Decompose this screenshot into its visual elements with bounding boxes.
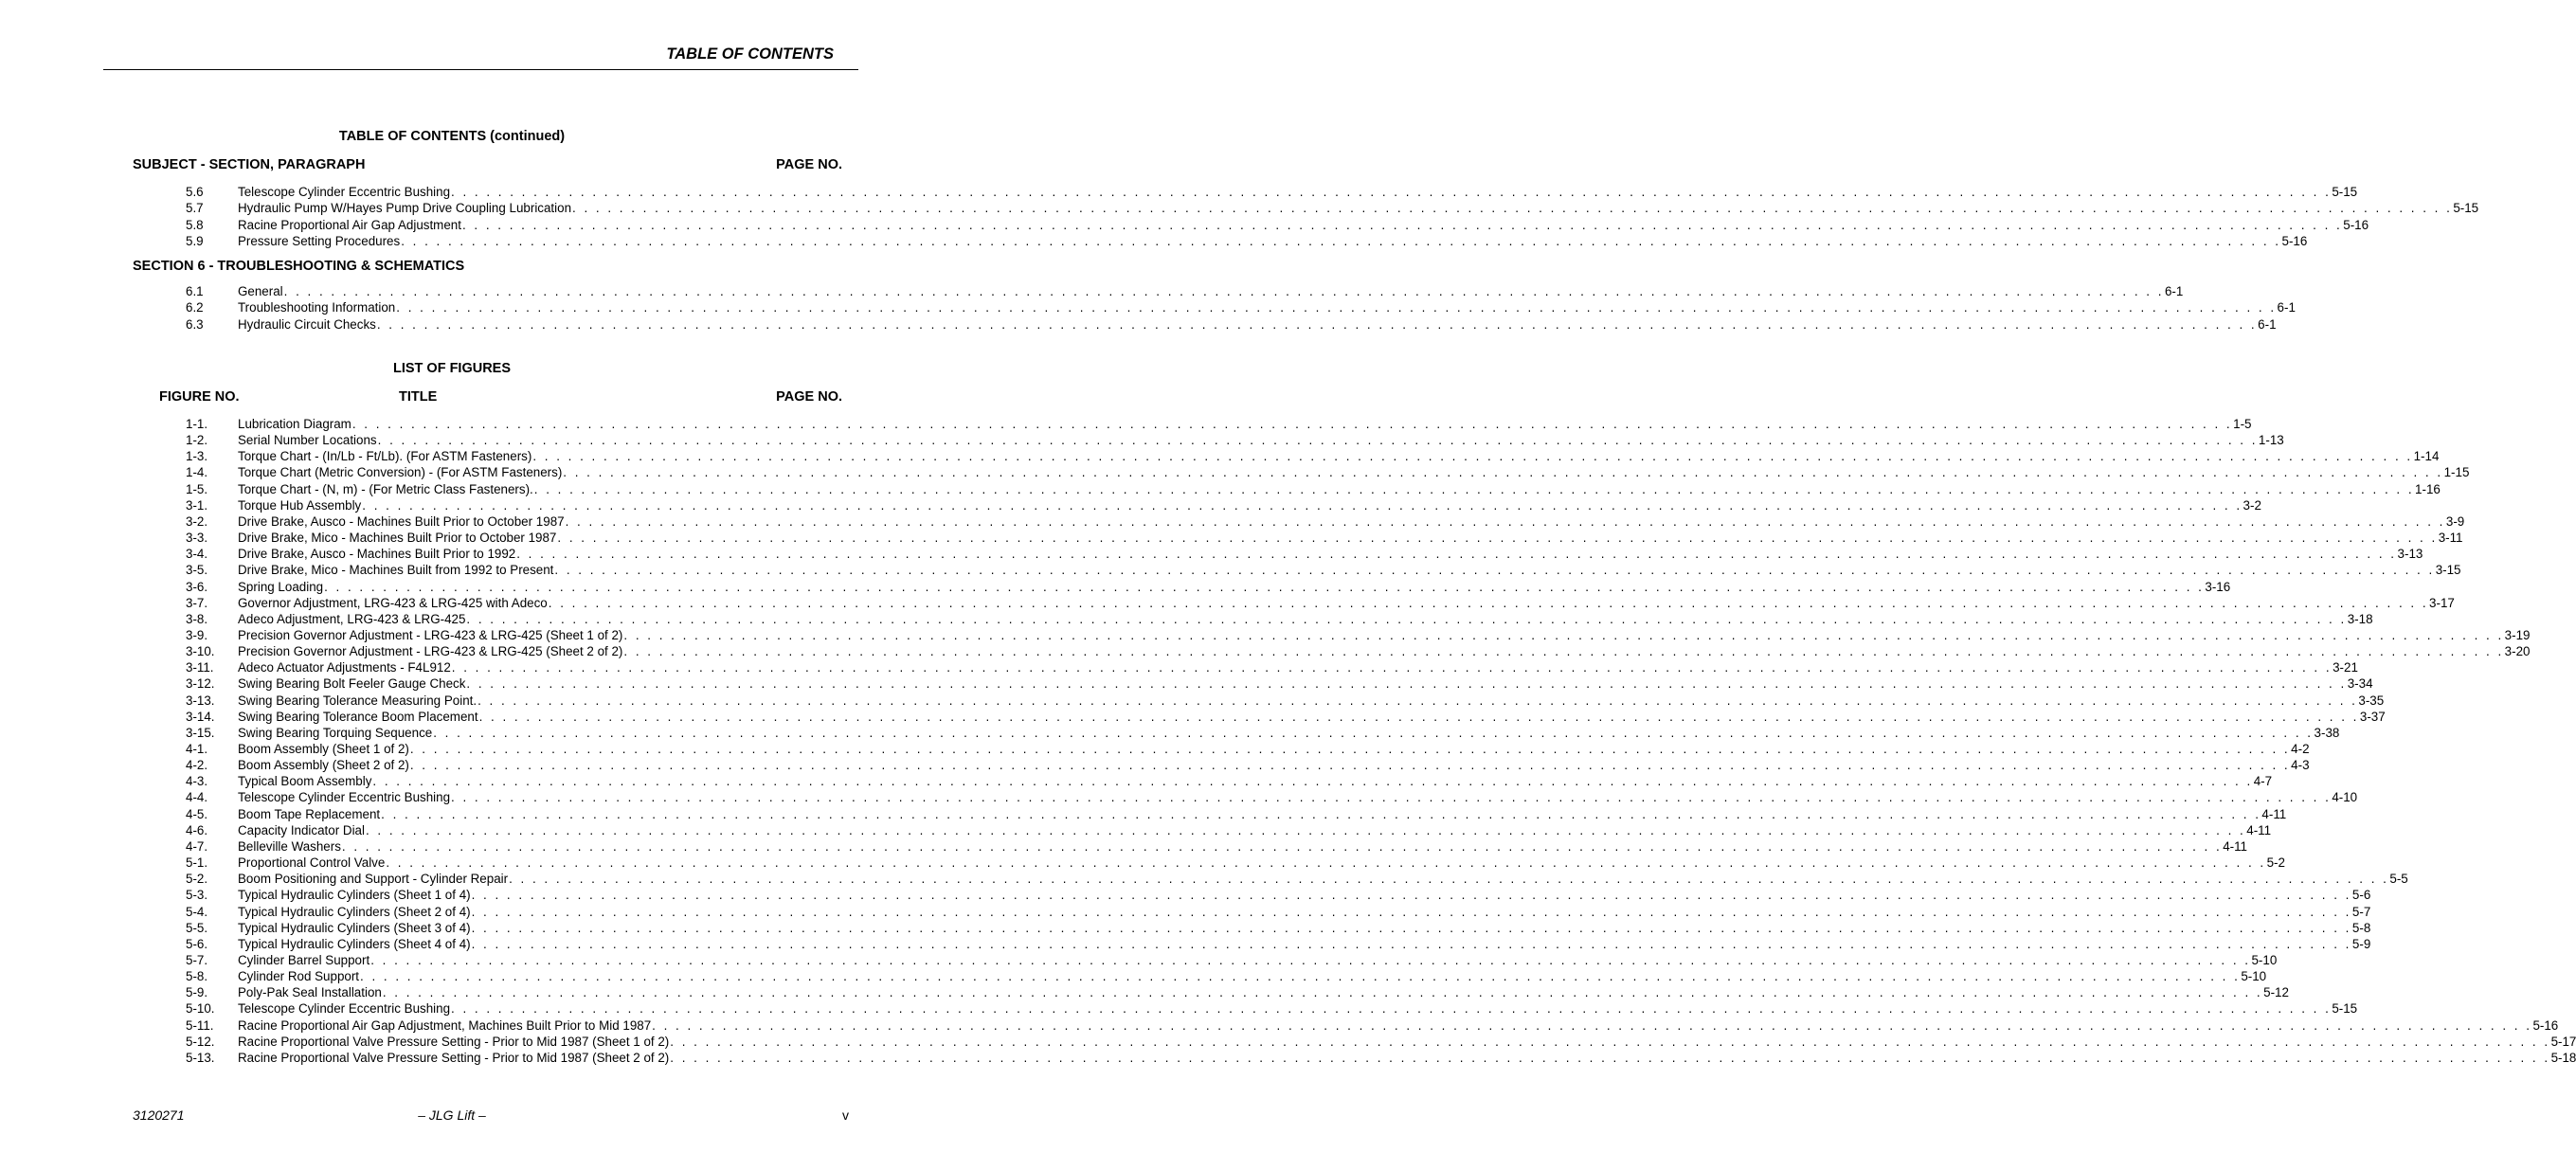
entry-line (238, 1000, 2358, 1017)
entry-page-number: 3-35 (2358, 693, 2385, 708)
entry-line (238, 200, 2479, 216)
dot-leader: . . . . . . . . . . . . . . . . . . . . . . . . . . . . . . . . . . . . . . . . . . . . . . . . . . . . . . . . . . . . . . . . . . . . . . . . . . . . . . . . . . . . . . . . . . . . . . . . . . . . . . . . . . . . . . . . . . . . . . . . . . . . . . . . . . . . . . . . . . . . . . . . . . . . . . . . . . . . . . . . (572, 201, 2453, 216)
entry-page-number: 3-20 (2504, 644, 2531, 659)
entry-number: 5-6. (186, 936, 208, 951)
entry-line (238, 904, 2371, 920)
entry-line (238, 448, 2440, 464)
entry-line (238, 643, 2531, 659)
entry-page-number: 5-8 (2351, 920, 2371, 935)
dot-leader: . . . . . . . . . . . . . . . . . . . . . . . . . . . . . . . . . . . . . . . . . . . . . . . . . . . . . . . . . . . . . . . . . . . . . . . . . . . . . . . . . . . . . . . . . . . . . . . . . . . . . . . . . . . . . . . . . . . . . . . . . . . . . . . . . . . . . . . . . . . . . . . . . . . . . . . . . . . . . . . . (381, 806, 2261, 821)
entry-line (238, 579, 2231, 595)
dot-leader: . . . . . . . . . . . . . . . . . . . . . . . . . . . . . . . . . . . . . . . . . . . . . . . . . . . . . . . . . . . . . . . . . . . . . . . . . . . . . . . . . . . . . . . . . . . . . . . . . . . . . . . . . . . . . . . . . . . . . . . . . . . . . . . . . . . . . . . . . . . . . . . . . . . . . . . . . . . . . . . . (557, 531, 2438, 546)
entry-number: 5-12. (186, 1034, 215, 1049)
entry-title: Cylinder Barrel Support (238, 952, 370, 967)
entry-number: 3-8. (186, 611, 208, 626)
entry-line (238, 530, 2463, 546)
dot-leader: . . . . . . . . . . . . . . . . . . . . . . . . . . . . . . . . . . . . . . . . . . . . . . . . . . . . . . . . . . . . . . . . . . . . . . . . . . . . . . . . . . . . . . . . . . . . . . . . . . . . . . . . . . . . . . . . . . . . . . . . . . . . . . . . . . . . . . . . . . . . . . . . . . . . . . . . . . . . . . . . (471, 904, 2351, 919)
entry-number: 6.1 (186, 284, 204, 298)
dot-leader: . . . . . . . . . . . . . . . . . . . . . . . . . . . . . . . . . . . . . . . . . . . . . . . . . . . . . . . . . . . . . . . . . . . . . . . . . . . . . . . . . . . . . . . . . . . . . . . . . . . . . . . . . . . . . . . . . . . . . . . . . . . . . . . . . . . . . . . . . . . . . . . . . . . . . . . . . . . . . . . . (623, 644, 2504, 659)
entry-row (186, 968, 2267, 984)
entry-number: 3-12. (186, 676, 215, 692)
dot-leader: . . . . . . . . . . . . . . . . . . . . . . . . . . . . . . . . . . . . . . . . . . . . . . . . . . . . . . . . . . . . . . . . . . . . . . . . . . . . . . . . . . . . . . . . . . . . . . . . . . . . . . . . . . . . . . . . . . . . . . . . . . . . . . . . . . . . . . . . . . . . . . . . . . . . . . . . . . . . . . . . (516, 547, 2397, 562)
dot-leader: . . . . . . . . . . . . . . . . . . . . . . . . . . . . . . . . . . . . . . . . . . . . . . . . . . . . . . . . . . . . . . . . . . . . . . . . . . . . . . . . . . . . . . . . . . . . . . . . . . . . . . . . . . . . . . . . . . . . . . . . . . . . . . . . . . . . . . . . . . . . . . . . . . . . . . . . . . . . . . . . (370, 952, 2251, 967)
entry-page-number: 3-38 (2314, 725, 2340, 740)
dot-leader: . . . . . . . . . . . . . . . . . . . . . . . . . . . . . . . . . . . . . . . . . . . . . . . . . . . . . . . . . . . . . . . . . . . . . . . . . . . . . . . . . . . . . . . . . . . . . . . . . . . . . . . . . . . . . . . . . . . . . . . . . . . . . . . . . . . . . . . . . . . . . . . . . . . . . . . . . . . . . . . . (548, 595, 2429, 610)
entry-page-number: 4-2 (2291, 742, 2310, 756)
entry-number: 4-6. (186, 822, 208, 837)
dot-leader: . . . . . . . . . . . . . . . . . . . . . . . . . . . . . . . . . . . . . . . . . . . . . . . . . . . . . . . . . . . . . . . . . . . . . . . . . . . . . . . . . . . . . . . . . . . . . . . . . . . . . . . . . . . . . . . . . . . . . . . . . . . . . . . . . . . . . . . . . . . . . . . . . . . . . . . . . . . . . . . . (623, 627, 2504, 642)
entry-page-number: 5-2 (2266, 855, 2285, 871)
entry-title: Torque Chart - (In/Lb - Ft/Lb). (For ASTM Fasteners) (238, 449, 532, 464)
entry-title: Swing Bearing Tolerance Measuring Point. (238, 693, 477, 708)
entry-row (186, 283, 2184, 299)
entry-title: Hydraulic Circuit Checks (238, 316, 376, 332)
entry-number: 1-2. (186, 433, 208, 448)
list-of-figures-heading: LIST OF FIGURES (392, 361, 512, 376)
entry-number: 3-11. (186, 660, 214, 675)
entry-row (186, 595, 2455, 611)
entry-title: Telescope Cylinder Eccentric Bushing (238, 185, 451, 199)
entry-number: 6.2 (186, 300, 204, 315)
entry-row (186, 741, 2310, 757)
entry-title: Precision Governor Adjustment - LRG-423 & LRG-425 (Sheet 2 of 2) (238, 644, 623, 659)
entry-title: Racine Proportional Valve Pressure Setting - Prior to Mid 1987 (Sheet 1 of 2) (238, 1034, 670, 1049)
dot-leader: . . . . . . . . . . . . . . . . . . . . . . . . . . . . . . . . . . . . . . . . . . . . . . . . . . . . . . . . . . . . . . . . . . . . . . . . . . . . . . . . . . . . . . . . . . . . . . . . . . . . . . . . . . . . . . . . . . . . . . . . . . . . . . . . . . . . . . . . . . . . . . . . . . . . . . . . . . . . . . . . (377, 433, 2258, 448)
dot-leader: . . . . . . . . . . . . . . . . . . . . . . . . . . . . . . . . . . . . . . . . . . . . . . . . . . . . . . . . . . . . . . . . . . . . . . . . . . . . . . . . . . . . . . . . . . . . . . . . . . . . . . . . . . . . . . . . . . . . . . . . . . . . . . . . . . . . . . . . . . . . . . . . . . . . . . . . . . . . . . . . (324, 579, 2205, 594)
entry-page-number: 1-16 (2415, 481, 2441, 496)
entry-number: 4-5. (186, 806, 208, 821)
entry-title: Racine Proportional Valve Pressure Setting - Prior to Mid 1987 (Sheet 2 of 2) (238, 1050, 670, 1065)
entry-title: Typical Hydraulic Cylinders (Sheet 2 of 4) (238, 904, 471, 919)
dot-leader: . . . . . . . . . . . . . . . . . . . . . . . . . . . . . . . . . . . . . . . . . . . . . . . . . . . . . . . . . . . . . . . . . . . . . . . . . . . . . . . . . . . . . . . . . . . . . . . . . . . . . . . . . . . . . . . . . . . . . . . . . . . . . . . . . . . . . . . . . . . . . . . . . . . . . . . . . . . . . . . . (451, 790, 2332, 805)
entry-row (186, 1000, 2358, 1017)
entry-line (238, 299, 2296, 315)
entry-row (186, 871, 2408, 887)
entry-title: Torque Hub Assembly (238, 497, 362, 513)
entry-number: 3-9. (186, 627, 208, 642)
dot-leader: . . . . . . . . . . . . . . . . . . . . . . . . . . . . . . . . . . . . . . . . . . . . . . . . . . . . . . . . . . . . . . . . . . . . . . . . . . . . . . . . . . . . . . . . . . . . . . . . . . . . . . . . . . . . . . . . . . . . . . . . . . . . . . . . . . . . . . . . . . . . . . . . . . . . . . . . . . . . . . . . (401, 233, 2281, 248)
dot-leader: . . . . . . . . . . . . . . . . . . . . . . . . . . . . . . . . . . . . . . . . . . . . . . . . . . . . . . . . . . . . . . . . . . . . . . . . . . . . . . . . . . . . . . . . . . . . . . . . . . . . . . . . . . . . . . . . . . . . . . . . . . . . . . . . . . . . . . . . . . . . . . . . . . . . . . . . . . . . . . . . (365, 822, 2246, 837)
entry-number: 4-4. (186, 790, 208, 805)
dot-leader: . . . . . . . . . . . . . . . . . . . . . . . . . . . . . . . . . . . . . . . . . . . . . . . . . . . . . . . . . . . . . . . . . . . . . . . . . . . . . . . . . . . . . . . . . . . . . . . . . . . . . . . . . . . . . . . . . . . . . . . . . . . . . . . . . . . . . . . . . . . . . . . . . . . . . . . . . . . . . . . . (509, 872, 2389, 887)
entry-row (186, 693, 2385, 709)
entry-title: Governor Adjustment, LRG-423 & LRG-425 with Adeco (238, 595, 548, 610)
dot-leader: . . . . . . . . . . . . . . . . . . . . . . . . . . . . . . . . . . . . . . . . . . . . . . . . . . . . . . . . . . . . . . . . . . . . . . . . . . . . . . . . . . . . . . . . . . . . . . . . . . . . . . . . . . . . . . . . . . . . . . . . . . . . . . . . . . . . . . . . . . . . . . . . . . . . . . . . . . . . . . . . (554, 563, 2435, 578)
entry-title: Boom Positioning and Support - Cylinder Repair (238, 872, 509, 887)
dot-leader: . . . . . . . . . . . . . . . . . . . . . . . . . . . . . . . . . . . . . . . . . . . . . . . . . . . . . . . . . . . . . . . . . . . . . . . . . . . . . . . . . . . . . . . . . . . . . . . . . . . . . . . . . . . . . . . . . . . . . . . . . . . . . . . . . . . . . . . . . . . . . . . . . . . . . . . . . . . . . . . . (471, 920, 2351, 935)
entry-page-number: 5-6 (2351, 888, 2371, 903)
entry-title: Drive Brake, Ausco - Machines Built Prior to 1992 (238, 547, 516, 562)
entry-page-number: 4-11 (2261, 806, 2287, 821)
entry-number: 3-2. (186, 513, 208, 529)
entry-row (186, 562, 2461, 578)
entry-title: Telescope Cylinder Eccentric Bushing (238, 790, 451, 805)
toc-page-column-header: PAGE NO. (776, 157, 842, 172)
dot-leader: . . . . . . . . . . . . . . . . . . . . . . . . . . . . . . . . . . . . . . . . . . . . . . . . . . . . . . . . . . . . . . . . . . . . . . . . . . . . . . . . . . . . . . . . . . . . . . . . . . . . . . . . . . . . . . . . . . . . . . . . . . . . . . . . . . . . . . . . . . . . . . . . . . . . . . . . . . . . . . . . (461, 217, 2343, 232)
entry-title: Swing Bearing Tolerance Boom Placement (238, 709, 478, 724)
entry-line (238, 675, 2373, 692)
entry-title: Racine Proportional Air Gap Adjustment, Machines Built Prior to Mid 1987 (238, 1017, 652, 1033)
dot-leader: . . . . . . . . . . . . . . . . . . . . . . . . . . . . . . . . . . . . . . . . . . . . . . . . . . . . . . . . . . . . . . . . . . . . . . . . . . . . . . . . . . . . . . . . . . . . . . . . . . . . . . . . . . . . . . . . . . . . . . . . . . . . . . . . . . . . . . . . . . . . . . . . . . . . . . . . . . . . . . . . (471, 936, 2351, 951)
entry-line (238, 806, 2287, 822)
entry-page-number: 1-5 (2233, 417, 2252, 431)
entry-title: Typical Hydraulic Cylinders (Sheet 3 of 4) (238, 920, 471, 935)
entry-number: 1-1. (186, 417, 208, 431)
entry-title: Belleville Washers (238, 838, 341, 854)
entry-row (186, 806, 2287, 822)
entry-row (186, 464, 2470, 480)
entry-row (186, 416, 2252, 432)
dot-leader: . . . . . . . . . . . . . . . . . . . . . . . . . . . . . . . . . . . . . . . . . . . . . . . . . . . . . . . . . . . . . . . . . . . . . . . . . . . . . . . . . . . . . . . . . . . . . . . . . . . . . . . . . . . . . . . . . . . . . . . . . . . . . . . . . . . . . . . . . . . . . . . . . . . . . . . . . . . . . . . . (409, 742, 2291, 756)
dot-leader: . . . . . . . . . . . . . . . . . . . . . . . . . . . . . . . . . . . . . . . . . . . . . . . . . . . . . . . . . . . . . . . . . . . . . . . . . . . . . . . . . . . . . . . . . . . . . . . . . . . . . . . . . . . . . . . . . . . . . . . . . . . . . . . . . . . . . . . . . . . . . . . . . . . . . . . . . . . . . . . . (386, 855, 2266, 871)
dot-leader: . . . . . . . . . . . . . . . . . . . . . . . . . . . . . . . . . . . . . . . . . . . . . . . . . . . . . . . . . . . . . . . . . . . . . . . . . . . . . . . . . . . . . . . . . . . . . . . . . . . . . . . . . . . . . . . . . . . . . . . . . . . . . . . . . . . . . . . . . . . . . . . . . . . . . . . . . . . . . . . . (532, 449, 2413, 464)
section6-heading: SECTION 6 - TROUBLESHOOTING & SCHEMATICS (133, 259, 465, 274)
entry-line (238, 1050, 2576, 1066)
dot-leader: . . . . . . . . . . . . . . . . . . . . . . . . . . . . . . . . . . . . . . . . . . . . . . . . . . . . . . . . . . . . . . . . . . . . . . . . . . . . . . . . . . . . . . . . . . . . . . . . . . . . . . . . . . . . . . . . . . . . . . . . . . . . . . . . . . . . . . . . . . . . . . . . . . . . . . . . . . . . . . . . (652, 1017, 2532, 1033)
entry-row (186, 984, 2289, 1000)
entry-page-number: 4-11 (2246, 822, 2272, 837)
entry-number: 3-1. (186, 497, 208, 513)
entry-row (186, 952, 2278, 968)
entry-title: Boom Assembly (Sheet 1 of 2) (238, 742, 409, 756)
entry-number: 5.6 (186, 185, 204, 199)
entry-page-number: 3-17 (2429, 595, 2455, 610)
entry-page-number: 5-15 (2332, 1001, 2358, 1017)
dot-leader: . . . . . . . . . . . . . . . . . . . . . . . . . . . . . . . . . . . . . . . . . . . . . . . . . . . . . . . . . . . . . . . . . . . . . . . . . . . . . . . . . . . . . . . . . . . . . . . . . . . . . . . . . . . . . . . . . . . . . . . . . . . . . . . . . . . . . . . . . . . . . . . . . . . . . . . . . . . . . . . . (670, 1034, 2550, 1049)
subject-column-header: SUBJECT - SECTION, PARAGRAPH (133, 157, 366, 172)
entry-row (186, 530, 2463, 546)
dot-leader: . . . . . . . . . . . . . . . . . . . . . . . . . . . . . . . . . . . . . . . . . . . . . . . . . . . . . . . . . . . . . . . . . . . . . . . . . . . . . . . . . . . . . . . . . . . . . . . . . . . . . . . . . . . . . . . . . . . . . . . . . . . . . . . . . . . . . . . . . . . . . . . . . . . . . . . . . . . . . . . . (477, 693, 2358, 708)
entry-line (238, 968, 2267, 984)
entry-number: 5-7. (186, 952, 208, 967)
entry-title: Adeco Adjustment, LRG-423 & LRG-425 (238, 611, 466, 626)
entry-page-number: 5-18 (2550, 1050, 2576, 1065)
entry-page-number: 5-10 (2251, 952, 2278, 967)
entry-title: Typical Boom Assembly (238, 774, 372, 789)
entry-number: 5-13. (186, 1050, 215, 1065)
dot-leader: . . . . . . . . . . . . . . . . . . . . . . . . . . . . . . . . . . . . . . . . . . . . . . . . . . . . . . . . . . . . . . . . . . . . . . . . . . . . . . . . . . . . . . . . . . . . . . . . . . . . . . . . . . . . . . . . . . . . . . . . . . . . . . . . . . . . . . . . . . . . . . . . . . . . . . . . . . . . . . . . (341, 838, 2223, 854)
entry-line (238, 920, 2371, 936)
dot-leader: . . . . . . . . . . . . . . . . . . . . . . . . . . . . . . . . . . . . . . . . . . . . . . . . . . . . . . . . . . . . . . . . . . . . . . . . . . . . . . . . . . . . . . . . . . . . . . . . . . . . . . . . . . . . . . . . . . . . . . . . . . . . . . . . . . . . . . . . . . . . . . . . . . . . . . . . . . . . . . . . (466, 611, 2347, 626)
entry-line (238, 741, 2310, 757)
entry-line (238, 611, 2373, 627)
entry-title: Drive Brake, Mico - Machines Built Prior to October 1987 (238, 531, 557, 546)
entry-page-number: 5-9 (2351, 936, 2371, 951)
entry-row (186, 757, 2310, 773)
entry-title: Capacity Indicator Dial (238, 822, 365, 837)
entry-page-number: 3-11 (2438, 531, 2463, 546)
entry-number: 3-7. (186, 595, 208, 610)
entry-number: 3-3. (186, 531, 208, 546)
entry-page-number: 3-15 (2435, 563, 2461, 578)
entry-title: Adeco Actuator Adjustments - F4L912 (238, 660, 451, 675)
entry-row (186, 659, 2358, 675)
entry-title: Racine Proportional Air Gap Adjustment (238, 217, 461, 232)
entry-row (186, 1017, 2559, 1034)
entry-number: 3-4. (186, 547, 208, 562)
entry-title: Precision Governor Adjustment - LRG-423 & LRG-425 (Sheet 1 of 2) (238, 627, 623, 642)
entry-line (238, 789, 2358, 805)
entry-row (186, 299, 2296, 315)
entry-row (186, 773, 2273, 789)
entry-line (238, 217, 2369, 233)
entry-number: 5-2. (186, 872, 208, 887)
entry-page-number: 4-10 (2332, 790, 2358, 805)
entry-number: 5-5. (186, 920, 208, 935)
entry-page-number: 5-10 (2241, 969, 2267, 984)
dot-leader: . . . . . . . . . . . . . . . . . . . . . . . . . . . . . . . . . . . . . . . . . . . . . . . . . . . . . . . . . . . . . . . . . . . . . . . . . . . . . . . . . . . . . . . . . . . . . . . . . . . . . . . . . . . . . . . . . . . . . . . . . . . . . . . . . . . . . . . . . . . . . . . . . . . . . . . . . . . . . . . . (466, 676, 2347, 692)
entry-number: 5-4. (186, 904, 208, 919)
entry-number: 1-4. (186, 465, 208, 480)
entry-title: Torque Chart (Metric Conversion) - (For ASTM Fasteners) (238, 465, 563, 480)
entry-title: Drive Brake, Mico - Machines Built from 1992 to Present (238, 563, 554, 578)
entry-page-number: 5-16 (2281, 233, 2308, 248)
page-header-title: TABLE OF CONTENTS (666, 45, 834, 63)
entry-page-number: 3-21 (2333, 660, 2358, 675)
entry-line (238, 838, 2248, 855)
entry-row (186, 822, 2272, 838)
dot-leader: . . . . . . . . . . . . . . . . . . . . . . . . . . . . . . . . . . . . . . . . . . . . . . . . . . . . . . . . . . . . . . . . . . . . . . . . . . . . . . . . . . . . . . . . . . . . . . . . . . . . . . . . . . . . . . . . . . . . . . . . . . . . . . . . . . . . . . . . . . . . . . . . . . . . . . . . . . . . . . . . (360, 969, 2241, 984)
toc-heading: TABLE OF CONTENTS (continued) (338, 129, 566, 144)
dot-leader: . . . . . . . . . . . . . . . . . . . . . . . . . . . . . . . . . . . . . . . . . . . . . . . . . . . . . . . . . . . . . . . . . . . . . . . . . . . . . . . . . . . . . . . . . . . . . . . . . . . . . . . . . . . . . . . . . . . . . . . . . . . . . . . . . . . . . . . . . . . . . . . . . . . . . . . . . . . . . . . . (283, 284, 2164, 298)
entry-title: Torque Chart - (N, m) - (For Metric Class Fasteners). (238, 481, 533, 496)
entry-line (238, 316, 2277, 333)
entry-title: Spring Loading (238, 579, 324, 594)
entry-line (238, 283, 2184, 299)
entry-line (238, 1034, 2576, 1050)
entry-row (186, 497, 2261, 513)
entry-row (186, 920, 2371, 936)
entry-title: Hydraulic Pump W/Hayes Pump Drive Coupling Lubrication (238, 201, 572, 216)
entry-row (186, 675, 2373, 692)
entry-line (238, 822, 2272, 838)
entry-number: 5-10. (186, 1001, 215, 1017)
entry-line (238, 464, 2470, 480)
entry-title: Drive Brake, Ausco - Machines Built Prior to October 1987 (238, 513, 565, 529)
entry-number: 3-6. (186, 579, 208, 594)
entry-page-number: 5-7 (2351, 904, 2371, 919)
entry-page-number: 5-15 (2332, 185, 2358, 199)
entry-line (238, 725, 2340, 741)
entry-row (186, 316, 2277, 333)
entry-title: Swing Bearing Torquing Sequence (238, 725, 433, 740)
entry-title: General (238, 284, 283, 298)
entry-row (186, 643, 2531, 659)
entry-row (186, 513, 2465, 530)
entry-number: 5.8 (186, 217, 204, 232)
entry-line (238, 432, 2284, 448)
entry-row (186, 200, 2479, 216)
entry-number: 4-7. (186, 838, 208, 854)
entry-line (238, 416, 2252, 432)
entry-number: 5-11. (186, 1017, 214, 1033)
entry-page-number: 4-7 (2253, 774, 2273, 789)
entry-number: 4-1. (186, 742, 208, 756)
entry-page-number: 3-2 (2243, 497, 2261, 513)
entry-title: Typical Hydraulic Cylinders (Sheet 1 of 4) (238, 888, 471, 903)
entry-line (238, 481, 2441, 497)
entry-page-number: 5-17 (2550, 1034, 2576, 1049)
entry-page-number: 3-37 (2359, 709, 2386, 724)
entry-line (238, 233, 2308, 249)
entry-number: 5-1. (186, 855, 208, 871)
entry-row (186, 904, 2371, 920)
entry-title: Cylinder Rod Support (238, 969, 360, 984)
entry-title: Proportional Control Valve (238, 855, 386, 871)
figure-no-column-header: FIGURE NO. (159, 389, 240, 405)
entry-number: 3-15. (186, 725, 215, 740)
entry-row (186, 217, 2369, 233)
entry-row (186, 1034, 2576, 1050)
entry-number: 5-9. (186, 985, 208, 1000)
entry-page-number: 6-1 (2277, 300, 2296, 315)
entry-row (186, 432, 2284, 448)
entry-line (238, 757, 2310, 773)
entry-page-number: 1-13 (2258, 433, 2284, 448)
entry-title: Typical Hydraulic Cylinders (Sheet 4 of 4) (238, 936, 471, 951)
entry-line (238, 709, 2386, 725)
entry-row (186, 887, 2371, 903)
entry-number: 3-14. (186, 709, 215, 724)
entry-number: 4-3. (186, 774, 208, 789)
entry-page-number: 4-3 (2291, 758, 2310, 773)
dot-leader: . . . . . . . . . . . . . . . . . . . . . . . . . . . . . . . . . . . . . . . . . . . . . . . . . . . . . . . . . . . . . . . . . . . . . . . . . . . . . . . . . . . . . . . . . . . . . . . . . . . . . . . . . . . . . . . . . . . . . . . . . . . . . . . . . . . . . . . . . . . . . . . . . . . . . . . . . . . . . . . . (396, 300, 2277, 315)
entry-number: 3-13. (186, 693, 215, 708)
entry-line (238, 984, 2289, 1000)
entry-title: Poly-Pak Seal Installation (238, 985, 382, 1000)
entry-page-number: 6-1 (2258, 316, 2277, 332)
header-rule (103, 69, 858, 70)
dot-leader: . . . . . . . . . . . . . . . . . . . . . . . . . . . . . . . . . . . . . . . . . . . . . . . . . . . . . . . . . . . . . . . . . . . . . . . . . . . . . . . . . . . . . . . . . . . . . . . . . . . . . . . . . . . . . . . . . . . . . . . . . . . . . . . . . . . . . . . . . . . . . . . . . . . . . . . . . . . . . . . . (471, 888, 2351, 903)
entry-line (238, 562, 2461, 578)
dot-leader: . . . . . . . . . . . . . . . . . . . . . . . . . . . . . . . . . . . . . . . . . . . . . . . . . . . . . . . . . . . . . . . . . . . . . . . . . . . . . . . . . . . . . . . . . . . . . . . . . . . . . . . . . . . . . . . . . . . . . . . . . . . . . . . . . . . . . . . . . . . . . . . . . . . . . . . . . . . . . . . . (433, 725, 2314, 740)
entry-page-number: 4-11 (2223, 838, 2248, 854)
dot-leader: . . . . . . . . . . . . . . . . . . . . . . . . . . . . . . . . . . . . . . . . . . . . . . . . . . . . . . . . . . . . . . . . . . . . . . . . . . . . . . . . . . . . . . . . . . . . . . . . . . . . . . . . . . . . . . . . . . . . . . . . . . . . . . . . . . . . . . . . . . . . . . . . . . . . . . . . . . . . . . . . (533, 481, 2415, 496)
entry-title: Telescope Cylinder Eccentric Bushing (238, 1001, 451, 1017)
entry-line (238, 855, 2285, 871)
entry-number: 3-5. (186, 563, 208, 578)
entry-number: 5-8. (186, 969, 208, 984)
entry-page-number: 5-15 (2453, 201, 2479, 216)
entry-row (186, 627, 2531, 643)
entry-row (186, 546, 2423, 562)
entry-line (238, 546, 2423, 562)
entry-row (186, 855, 2285, 871)
entry-line (238, 693, 2385, 709)
entry-line (238, 936, 2371, 952)
dot-leader: . . . . . . . . . . . . . . . . . . . . . . . . . . . . . . . . . . . . . . . . . . . . . . . . . . . . . . . . . . . . . . . . . . . . . . . . . . . . . . . . . . . . . . . . . . . . . . . . . . . . . . . . . . . . . . . . . . . . . . . . . . . . . . . . . . . . . . . . . . . . . . . . . . . . . . . . . . . . . . . . (451, 660, 2333, 675)
entry-page-number: 1-14 (2413, 449, 2440, 464)
entry-row (186, 611, 2373, 627)
entry-number: 6.3 (186, 316, 204, 332)
dot-leader: . . . . . . . . . . . . . . . . . . . . . . . . . . . . . . . . . . . . . . . . . . . . . . . . . . . . . . . . . . . . . . . . . . . . . . . . . . . . . . . . . . . . . . . . . . . . . . . . . . . . . . . . . . . . . . . . . . . . . . . . . . . . . . . . . . . . . . . . . . . . . . . . . . . . . . . . . . . . . . . . (563, 465, 2443, 480)
entry-row (186, 838, 2248, 855)
entry-row (186, 448, 2440, 464)
entry-row (186, 233, 2308, 249)
entry-row (186, 1050, 2576, 1066)
dot-leader: . . . . . . . . . . . . . . . . . . . . . . . . . . . . . . . . . . . . . . . . . . . . . . . . . . . . . . . . . . . . . . . . . . . . . . . . . . . . . . . . . . . . . . . . . . . . . . . . . . . . . . . . . . . . . . . . . . . . . . . . . . . . . . . . . . . . . . . . . . . . . . . . . . . . . . . . . . . . . . . . (451, 1001, 2332, 1017)
entry-page-number: 5-12 (2263, 985, 2289, 1000)
entry-row (186, 579, 2231, 595)
entry-title: Troubleshooting Information (238, 300, 396, 315)
entry-row (186, 709, 2386, 725)
entry-title: Boom Tape Replacement (238, 806, 381, 821)
entry-line (238, 595, 2455, 611)
entry-number: 4-2. (186, 758, 208, 773)
entry-row (186, 789, 2358, 805)
entry-number: 3-10. (186, 644, 215, 659)
entry-page-number: 6-1 (2164, 284, 2184, 298)
entry-page-number: 5-16 (2532, 1017, 2559, 1033)
entry-row (186, 184, 2358, 200)
entry-title: Lubrication Diagram (238, 417, 351, 431)
entry-number: 5.9 (186, 233, 204, 248)
dot-leader: . . . . . . . . . . . . . . . . . . . . . . . . . . . . . . . . . . . . . . . . . . . . . . . . . . . . . . . . . . . . . . . . . . . . . . . . . . . . . . . . . . . . . . . . . . . . . . . . . . . . . . . . . . . . . . . . . . . . . . . . . . . . . . . . . . . . . . . . . . . . . . . . . . . . . . . . . . . . . . . . (372, 774, 2253, 789)
entry-page-number: 3-19 (2504, 627, 2531, 642)
entry-row (186, 936, 2371, 952)
entry-title: Serial Number Locations (238, 433, 377, 448)
dot-leader: . . . . . . . . . . . . . . . . . . . . . . . . . . . . . . . . . . . . . . . . . . . . . . . . . . . . . . . . . . . . . . . . . . . . . . . . . . . . . . . . . . . . . . . . . . . . . . . . . . . . . . . . . . . . . . . . . . . . . . . . . . . . . . . . . . . . . . . . . . . . . . . . . . . . . . . . . . . . . . . . (376, 316, 2258, 332)
dot-leader: . . . . . . . . . . . . . . . . . . . . . . . . . . . . . . . . . . . . . . . . . . . . . . . . . . . . . . . . . . . . . . . . . . . . . . . . . . . . . . . . . . . . . . . . . . . . . . . . . . . . . . . . . . . . . . . . . . . . . . . . . . . . . . . . . . . . . . . . . . . . . . . . . . . . . . . . . . . . . . . . (670, 1050, 2550, 1065)
figures-page-column-header: PAGE NO. (776, 389, 842, 405)
dot-leader: . . . . . . . . . . . . . . . . . . . . . . . . . . . . . . . . . . . . . . . . . . . . . . . . . . . . . . . . . . . . . . . . . . . . . . . . . . . . . . . . . . . . . . . . . . . . . . . . . . . . . . . . . . . . . . . . . . . . . . . . . . . . . . . . . . . . . . . . . . . . . . . . . . . . . . . . . . . . . . . . (382, 985, 2263, 1000)
entry-page-number: 3-16 (2205, 579, 2231, 594)
dot-leader: . . . . . . . . . . . . . . . . . . . . . . . . . . . . . . . . . . . . . . . . . . . . . . . . . . . . . . . . . . . . . . . . . . . . . . . . . . . . . . . . . . . . . . . . . . . . . . . . . . . . . . . . . . . . . . . . . . . . . . . . . . . . . . . . . . . . . . . . . . . . . . . . . . . . . . . . . . . . . . . . (409, 758, 2291, 773)
entry-page-number: 3-9 (2445, 513, 2465, 529)
dot-leader: . . . . . . . . . . . . . . . . . . . . . . . . . . . . . . . . . . . . . . . . . . . . . . . . . . . . . . . . . . . . . . . . . . . . . . . . . . . . . . . . . . . . . . . . . . . . . . . . . . . . . . . . . . . . . . . . . . . . . . . . . . . . . . . . . . . . . . . . . . . . . . . . . . . . . . . . . . . . . . . . (451, 185, 2332, 199)
entry-line (238, 497, 2261, 513)
entry-row (186, 725, 2340, 741)
footer-doc-number: 3120271 (133, 1107, 185, 1123)
entry-title: Pressure Setting Procedures (238, 233, 401, 248)
entry-line (238, 773, 2273, 789)
entry-number: 1-5. (186, 481, 208, 496)
entry-title: Swing Bearing Bolt Feeler Gauge Check (238, 676, 466, 692)
entry-line (238, 513, 2465, 530)
entry-line (238, 627, 2531, 643)
footer-center-text: – JLG Lift – (418, 1107, 486, 1123)
entry-line (238, 184, 2358, 200)
entry-page-number: 1-15 (2443, 465, 2470, 480)
entry-line (238, 887, 2371, 903)
dot-leader: . . . . . . . . . . . . . . . . . . . . . . . . . . . . . . . . . . . . . . . . . . . . . . . . . . . . . . . . . . . . . . . . . . . . . . . . . . . . . . . . . . . . . . . . . . . . . . . . . . . . . . . . . . . . . . . . . . . . . . . . . . . . . . . . . . . . . . . . . . . . . . . . . . . . . . . . . . . . . . . . (351, 417, 2233, 431)
entry-page-number: 5-5 (2389, 872, 2408, 887)
title-column-header: TITLE (399, 389, 438, 405)
entry-line (238, 952, 2278, 968)
dot-leader: . . . . . . . . . . . . . . . . . . . . . . . . . . . . . . . . . . . . . . . . . . . . . . . . . . . . . . . . . . . . . . . . . . . . . . . . . . . . . . . . . . . . . . . . . . . . . . . . . . . . . . . . . . . . . . . . . . . . . . . . . . . . . . . . . . . . . . . . . . . . . . . . . . . . . . . . . . . . . . . . (362, 497, 2243, 513)
footer-page-number: v (842, 1107, 849, 1123)
entry-page-number: 3-18 (2347, 611, 2373, 626)
entry-number: 1-3. (186, 449, 208, 464)
entry-page-number: 5-16 (2343, 217, 2369, 232)
entry-page-number: 3-34 (2347, 676, 2373, 692)
entry-line (238, 1017, 2559, 1034)
entry-line (238, 659, 2358, 675)
dot-leader: . . . . . . . . . . . . . . . . . . . . . . . . . . . . . . . . . . . . . . . . . . . . . . . . . . . . . . . . . . . . . . . . . . . . . . . . . . . . . . . . . . . . . . . . . . . . . . . . . . . . . . . . . . . . . . . . . . . . . . . . . . . . . . . . . . . . . . . . . . . . . . . . . . . . . . . . . . . . . . . . (478, 709, 2359, 724)
dot-leader: . . . . . . . . . . . . . . . . . . . . . . . . . . . . . . . . . . . . . . . . . . . . . . . . . . . . . . . . . . . . . . . . . . . . . . . . . . . . . . . . . . . . . . . . . . . . . . . . . . . . . . . . . . . . . . . . . . . . . . . . . . . . . . . . . . . . . . . . . . . . . . . . . . . . . . . . . . . . . . . . (565, 513, 2445, 529)
entry-line (238, 871, 2408, 887)
entry-number: 5.7 (186, 201, 204, 216)
entry-page-number: 3-13 (2397, 547, 2423, 562)
entry-number: 5-3. (186, 888, 208, 903)
entry-title: Boom Assembly (Sheet 2 of 2) (238, 758, 409, 773)
entry-row (186, 481, 2441, 497)
